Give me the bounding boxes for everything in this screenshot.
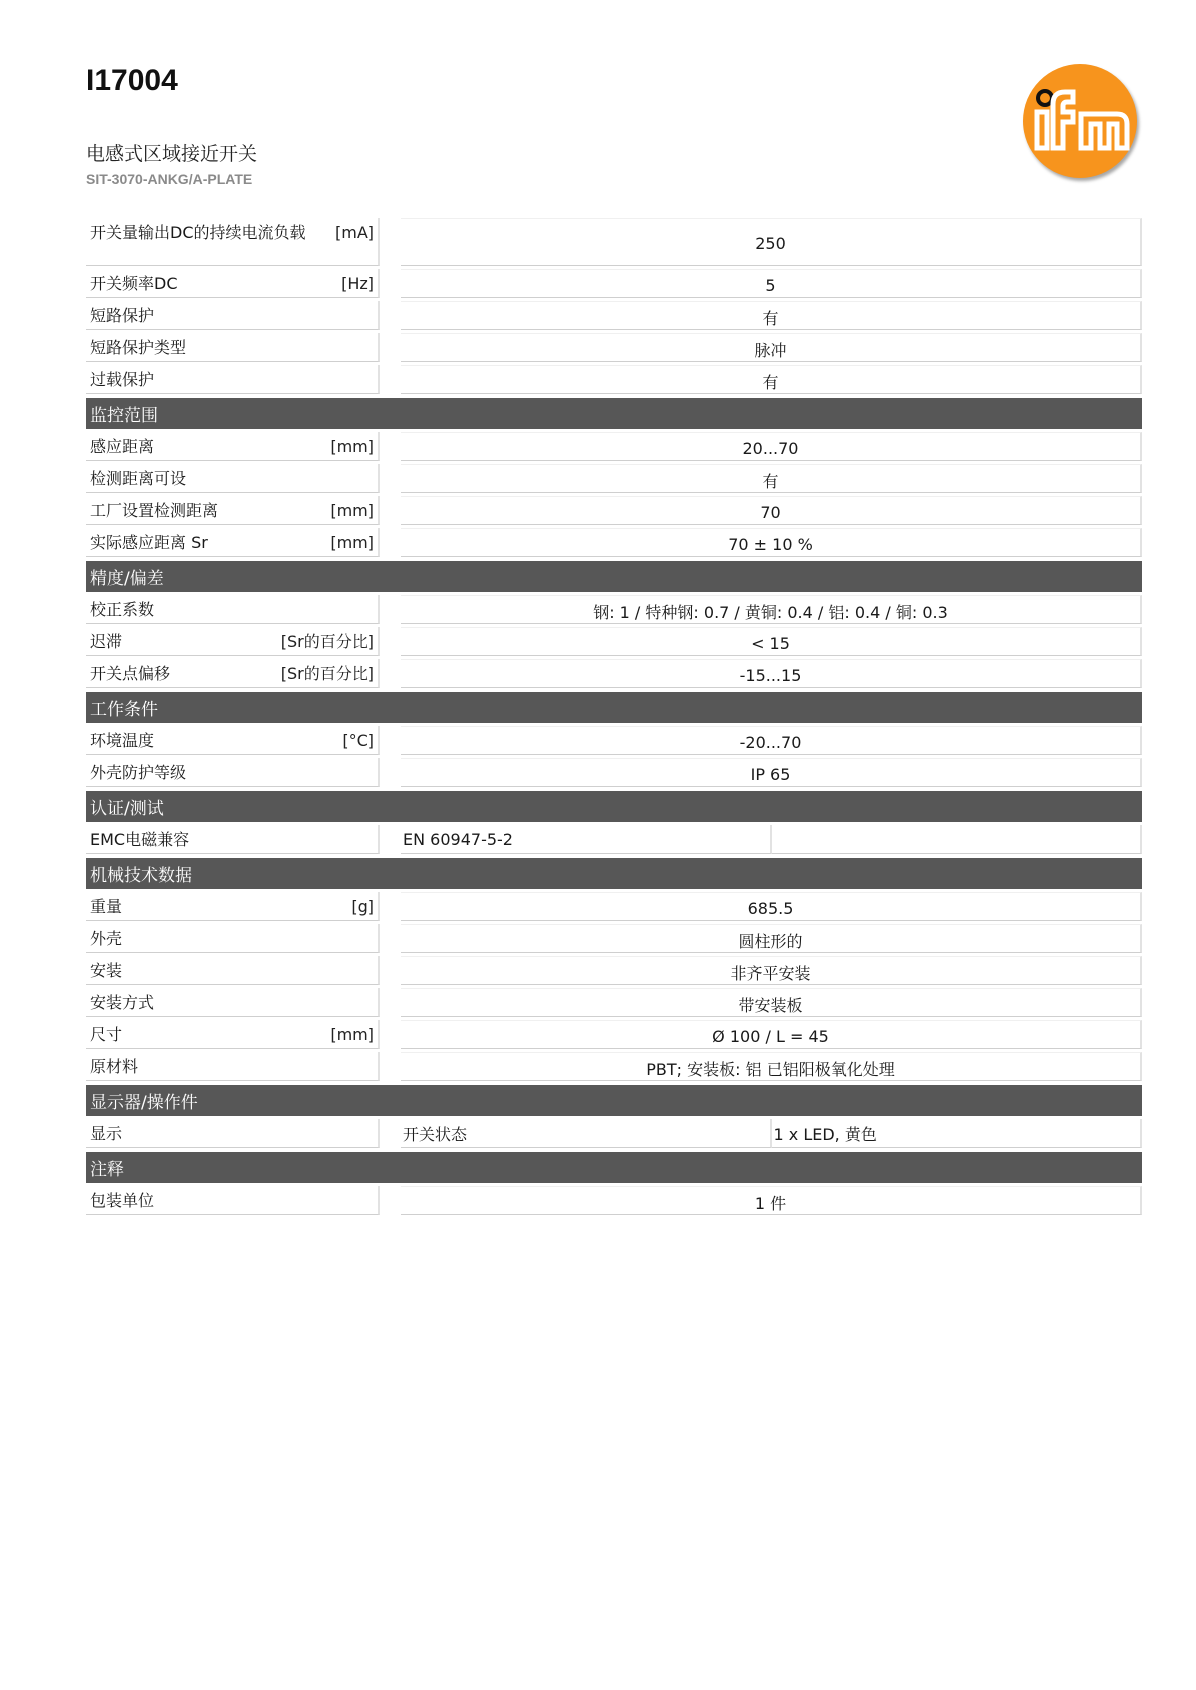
spec-value: 1 件 [401, 1186, 1142, 1215]
spec-row [86, 1052, 1142, 1081]
spec-row [86, 924, 1142, 953]
spec-row [86, 333, 1142, 362]
spec-row [86, 528, 1142, 557]
spec-value: 有 [401, 365, 1142, 394]
spec-row [86, 1119, 1142, 1148]
spec-label: 原材料 [90, 1057, 139, 1076]
spec-value: -15...15 [401, 659, 1142, 688]
spec-label: 开关量输出DC的持续电流负载 [90, 223, 306, 242]
spec-row [86, 496, 1142, 525]
spec-label: 显示 [90, 1124, 123, 1143]
spec-label-cell [86, 595, 380, 624]
spec-value: 20...70 [401, 432, 1142, 461]
spec-label: 开关频率DC [90, 274, 178, 293]
spec-row [86, 988, 1142, 1017]
spec-row [86, 825, 1142, 854]
spec-row [86, 1186, 1142, 1215]
spec-value: 250 [401, 218, 1142, 266]
spec-row [86, 432, 1142, 461]
logo-lettering-icon [1023, 64, 1137, 178]
section-header: 认证/测试 [86, 791, 1142, 822]
spec-label: 过载保护 [90, 370, 155, 389]
spec-value: 70 [401, 496, 1142, 525]
product-id: I17004 [86, 64, 178, 97]
spec-value: 有 [401, 464, 1142, 493]
section-header: 监控范围 [86, 398, 1142, 429]
spec-label-cell [86, 432, 380, 461]
spec-value-col1: 开关状态 [401, 1119, 772, 1148]
spec-label-cell [86, 892, 380, 921]
spec-label: 外壳防护等级 [90, 763, 187, 782]
spec-label: 短路保护 [90, 306, 155, 325]
spec-label: 外壳 [90, 929, 123, 948]
spec-label-cell [86, 924, 380, 953]
spec-row [86, 726, 1142, 755]
spec-row [86, 758, 1142, 787]
spec-label-cell [86, 1020, 380, 1049]
spec-label: 检测距离可设 [90, 469, 187, 488]
spec-label-cell [86, 988, 380, 1017]
spec-unit: [Sr的百分比] [280, 632, 374, 651]
spec-label-cell [86, 528, 380, 557]
spec-value: 有 [401, 301, 1142, 330]
section-header: 注释 [86, 1152, 1142, 1183]
spec-label-cell [86, 496, 380, 525]
spec-row [86, 464, 1142, 493]
spec-label: 安装 [90, 961, 123, 980]
spec-label-cell [86, 464, 380, 493]
spec-unit: [°C] [342, 731, 374, 750]
spec-label: 安装方式 [90, 993, 155, 1012]
spec-label-cell [86, 269, 380, 298]
spec-label: 校正系数 [90, 600, 155, 619]
spec-label-cell [86, 1052, 380, 1081]
spec-label-cell [86, 956, 380, 985]
spec-value: < 15 [401, 627, 1142, 656]
section-header: 机械技术数据 [86, 858, 1142, 889]
spec-value: 685.5 [401, 892, 1142, 921]
spec-value: PBT; 安装板: 铝 已铝阳极氧化处理 [401, 1052, 1142, 1081]
spec-value: 钢: 1 / 特种钢: 0.7 / 黄铜: 0.4 / 铝: 0.4 / 铜: 0.3 [401, 595, 1142, 624]
spec-label: 实际感应距离 Sr [90, 533, 208, 552]
spec-value: 70 ± 10 % [401, 528, 1142, 557]
spec-unit: [mm] [330, 501, 374, 520]
spec-unit: [mm] [330, 437, 374, 456]
spec-label: 尺寸 [90, 1025, 123, 1044]
spec-value: 5 [401, 269, 1142, 298]
spec-label: 包装单位 [90, 1191, 155, 1210]
spec-label: 开关点偏移 [90, 664, 171, 683]
spec-label-cell [86, 825, 380, 854]
spec-unit: [Sr的百分比] [280, 664, 374, 683]
spec-label-cell [86, 627, 380, 656]
spec-label-cell [86, 301, 380, 330]
spec-label-cell [86, 365, 380, 394]
spec-row [86, 301, 1142, 330]
spec-label: 短路保护类型 [90, 338, 187, 357]
spec-value: -20...70 [401, 726, 1142, 755]
spec-unit: [mm] [330, 533, 374, 552]
spec-label: EMC电磁兼容 [90, 830, 190, 849]
spec-label-cell [86, 758, 380, 787]
spec-label-cell [86, 726, 380, 755]
spec-label-cell [86, 1186, 380, 1215]
section-header: 精度/偏差 [86, 561, 1142, 592]
spec-label: 环境温度 [90, 731, 155, 750]
spec-unit: [g] [351, 897, 374, 916]
spec-unit: [mm] [330, 1025, 374, 1044]
spec-row [86, 595, 1142, 624]
product-name: 电感式区域接近开关 [86, 143, 258, 165]
section-header: 工作条件 [86, 692, 1142, 723]
spec-value: 圆柱形的 [401, 924, 1142, 953]
spec-value-col2 [772, 825, 1143, 854]
spec-row [86, 892, 1142, 921]
product-code: SIT-3070-ANKG/A-PLATE [86, 171, 253, 187]
spec-value: 带安装板 [401, 988, 1142, 1017]
spec-value-col2: 1 x LED, 黄色 [772, 1119, 1143, 1148]
ifm-logo [1023, 64, 1143, 184]
spec-label: 工厂设置检测距离 [90, 501, 219, 520]
spec-row [86, 627, 1142, 656]
spec-label-cell [86, 218, 380, 266]
spec-unit: [mA] [334, 223, 374, 242]
spec-row [86, 269, 1142, 298]
spec-label: 重量 [90, 897, 123, 916]
spec-label: 迟滞 [90, 632, 123, 651]
spec-value-col1: EN 60947-5-2 [401, 825, 772, 854]
spec-label-cell [86, 1119, 380, 1148]
spec-unit: [Hz] [341, 274, 374, 293]
spec-row [86, 218, 1142, 266]
spec-table [86, 218, 1142, 1218]
spec-row [86, 365, 1142, 394]
spec-value: Ø 100 / L = 45 [401, 1020, 1142, 1049]
spec-row [86, 956, 1142, 985]
spec-value: 脉冲 [401, 333, 1142, 362]
spec-label-cell [86, 333, 380, 362]
spec-label-cell [86, 659, 380, 688]
spec-label: 感应距离 [90, 437, 155, 456]
spec-row [86, 659, 1142, 688]
section-header: 显示器/操作件 [86, 1085, 1142, 1116]
spec-value: IP 65 [401, 758, 1142, 787]
spec-value: 非齐平安装 [401, 956, 1142, 985]
spec-row [86, 1020, 1142, 1049]
